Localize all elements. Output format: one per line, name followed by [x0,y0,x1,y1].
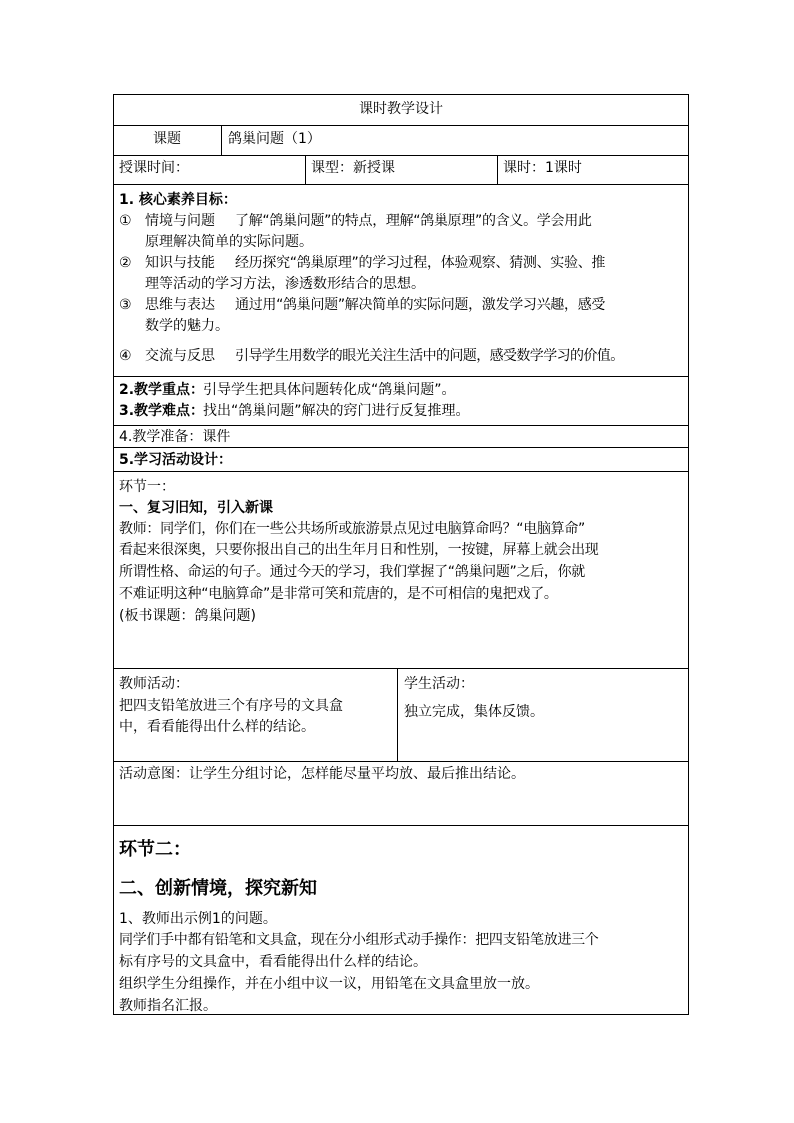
student-activity-text: 独立完成，集体反馈。 [404,704,544,720]
difficulty-text: 找出“鸽巢问题”解决的窍门进行反复推理。 [203,403,470,419]
student-activity-label: 学生活动： [404,676,474,692]
goal-1-line2: 原理解决简单的实际问题。 [145,234,313,250]
section1-title: 一、复习旧知，引入新课 [119,500,273,516]
teacher-activity-line1: 把四支铅笔放进三个有序号的文具盒 [119,698,343,714]
lesson-time-label: 授课时间： [119,160,189,176]
section2-line: 1、教师出示例1的问题。 [119,911,277,927]
goals-heading: 1. 核心素养目标： [119,192,237,208]
section2-line: 教师指名汇报。 [119,998,217,1014]
section1-line: 所谓性格、命运的句子。通过今天的学习，我们掌握了“鸽巢问题”之后，你就 [119,564,586,580]
focus-text: 引导学生把具体问题转化成“鸽巢问题”。 [203,382,456,398]
goal-4-name: 交流与反思 [145,348,215,364]
teacher-activity-line2: 中，看看能得出什么样的结论。 [119,719,315,735]
activity-divider [397,668,398,762]
goal-4-line1: 引导学生用数学的眼光关注生活中的问题，感受数学学习的价值。 [235,348,624,364]
info-row [113,155,689,185]
section1-line: 不难证明这种“电脑算命”是非常可笑和荒唐的，是不可相信的鬼把戏了。 [119,586,558,602]
goal-3-line1: 通过用“鸽巢问题”解决简单的实际问题，激发学习兴趣，感受 [235,297,606,313]
goal-1-line1: 了解“鸽巢问题”的特点，理解“鸽巢原理”的含义。学会用此 [235,213,592,229]
goal-2-marker: ② [119,255,132,271]
section1-line: 教师：同学们，你们在一些公共场所或旅游景点见过电脑算命吗？“电脑算命” [119,521,586,537]
goal-1-marker: ① [119,213,132,229]
goal-4-marker: ④ [119,348,132,364]
info-divider-1 [305,155,306,185]
lesson-type-label: 课型：新授课 [311,160,395,176]
section2-line: 标有序号的文具盒中，看看能得出什么样的结论。 [119,954,427,970]
goal-2-line1: 经历探究“鸽巢原理”的学习过程，体验观察、猜测、实验、推 [235,255,606,271]
activity-heading: 5.学习活动设计： [119,452,233,468]
section2-line: 组织学生分组操作，并在小组中议一议，用铅笔在文具盒里放一放。 [119,976,539,992]
section2-line: 同学们手中都有铅笔和文具盒，现在分小组形式动手操作：把四支铅笔放进三个 [119,932,599,948]
table-title: 课时教学设计 [359,101,443,117]
topic-value: 鸽巢问题（1） [228,131,321,147]
section1-label: 环节一： [119,479,175,495]
goal-3-marker: ③ [119,297,132,313]
section1-line: 看起来很深奥，只要你报出自己的出生年月日和性别，一按键，屏幕上就会出现 [119,542,599,558]
intent-text: 活动意图：让学生分组讨论，怎样能尽量平均放、最后推出结论。 [119,766,525,782]
topic-divider [221,125,222,156]
goal-2-line2: 理等活动的学习方法，渗透数形结合的思想。 [145,276,425,292]
lesson-hours-label: 课时：1课时 [503,160,582,176]
goal-2-name: 知识与技能 [145,255,215,271]
topic-label: 课题 [153,131,181,147]
info-divider-2 [497,155,498,185]
goal-3-name: 思维与表达 [145,297,215,313]
section2-title: 二、创新情境，探究新知 [119,878,317,899]
section1-line: (板书课题：鸽巢问题) [119,608,256,624]
focus-label: 2.教学重点： [119,382,205,398]
goal-1-name: 情境与问题 [145,213,215,229]
teacher-activity-label: 教师活动： [119,676,189,692]
goal-3-line2: 数学的魅力。 [145,318,229,334]
difficulty-label: 3.教学难点： [119,403,205,419]
section2-label: 环节二： [119,839,191,860]
prep-text: 4.教学准备：课件 [119,429,231,445]
